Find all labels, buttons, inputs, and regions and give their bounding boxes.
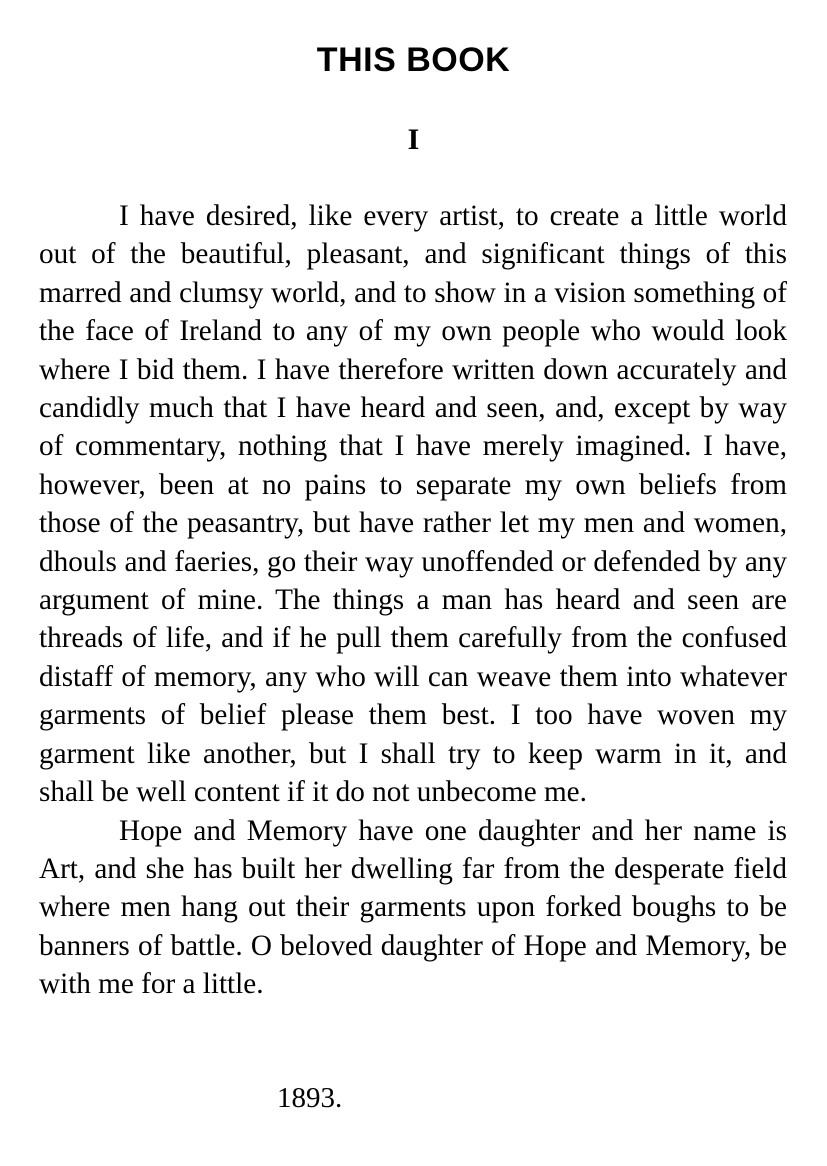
paragraph-2: Hope and Memory have one daughter and her name is Art, and she has built her dwelling far from the desperate field where men hang out their garments upon forked boughs to be banners of battle. O beloved daughter of Hope and Memory, be with me for a little.: [39, 814, 787, 1001]
page-title: THIS BOOK: [316, 41, 511, 79]
body-text: [39, 197, 787, 1004]
date-line: 1893.: [277, 1082, 343, 1114]
paragraph-1: I have desired, like every artist, to create a little world out of the beautiful, pleasant, and significant things of this marred and clumsy world, and to show in a vision something of the face of Ireland to any of my own people who would look where I bid them. I have therefore written down accurately and candidly much that I have heard and seen, and, except by way of commentary, nothing that I have merely imagined. I have, however, been at no pains to separate my own beliefs from those of the peasantry, but have rather let my men and women, dhouls and faeries, go their way unoffended or defended by any argument of mine. The things a man has heard and seen are threads of life, and if he pull them carefully from the confused distaff of memory, any who will can weave them into whatever garments of belief please them best. I too have woven my garment like another, but I shall try to keep warm in it, and shall be well content if it do not unbecome me.: [39, 200, 787, 809]
chapter-number: I: [407, 123, 420, 156]
